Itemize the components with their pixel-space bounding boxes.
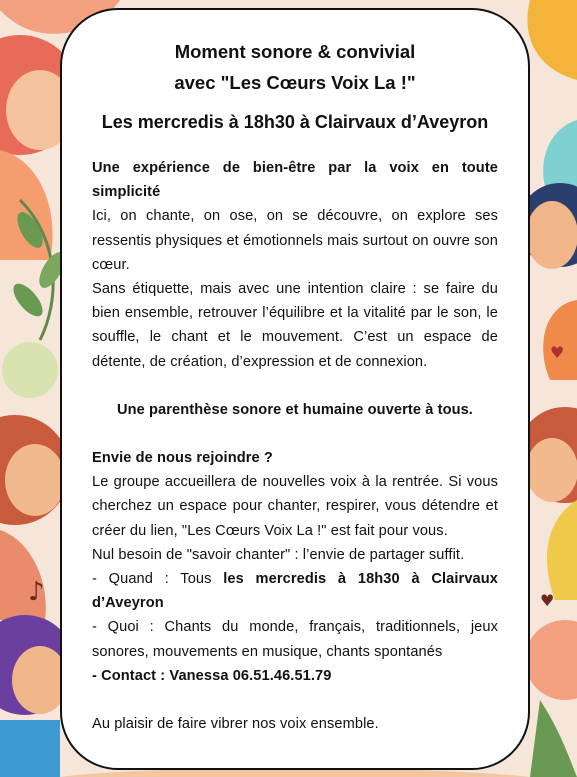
section2-paragraph-2: Nul besoin de "savoir chanter" : l’envie de partager suffit. xyxy=(92,546,465,563)
svg-text:♥: ♥ xyxy=(540,591,555,610)
section1-paragraph-1: Ici, on chante, on ose, on se découvre, on explore ses ressentis physiques et émotionnels mais surtout on ouvre son cœur. xyxy=(92,208,498,273)
contact-dash: - xyxy=(92,667,102,684)
title-line-2: avec "Les Cœurs Voix La !" xyxy=(174,72,416,93)
svg-text:♪: ♪ xyxy=(28,577,45,607)
section2-paragraph-1: Le groupe accueillera de nouvelles voix à la rentrée. Si vous cherchez un espace pour chanter, respirer, vous détendre et créer du lien, "Les Cœurs Voix La !" est fait pour vous. xyxy=(92,474,498,539)
subtitle: Les mercredis à 18h30 à Clairvaux d’Aveyron xyxy=(101,112,489,132)
when-line xyxy=(92,567,498,615)
section2-heading: Envie de nous rejoindre ? xyxy=(92,450,273,467)
spacer xyxy=(92,688,498,712)
tagline: Une parenthèse sonore et humaine ouverte à tous. xyxy=(117,401,473,418)
when-label: - Quand : Tous xyxy=(92,571,224,588)
svg-text:♥: ♥ xyxy=(550,343,565,362)
section1-paragraph-2: Sans étiquette, mais avec une intention claire : se faire du bien ensemble, retrouver l’équilibre et la vitalité par le son, le souffle, le chant et le mouvement. C’est un espace de détente, de création, d’expression et de connexion. xyxy=(92,281,498,370)
what-line: - Quoi : Chants du monde, français, traditionnels, jeux sonores, mouvements en musique, chants spontanés xyxy=(92,619,498,660)
flyer-card xyxy=(60,8,530,770)
contact-info: Contact : Vanessa 06.51.46.51.79 xyxy=(101,667,332,684)
spacer xyxy=(92,374,498,398)
title xyxy=(92,36,498,98)
contact-line xyxy=(92,664,498,688)
closing: Au plaisir de faire vibrer nos voix ensemble. xyxy=(92,716,379,733)
title-line-1: Moment sonore & convivial xyxy=(174,41,416,62)
when-value: les mercredis à 18h30 à Clairvaux d’Aveyron xyxy=(92,571,498,612)
spacer xyxy=(92,422,498,446)
section1-heading: Une expérience de bien-être par la voix en toute simplicité xyxy=(92,160,498,201)
